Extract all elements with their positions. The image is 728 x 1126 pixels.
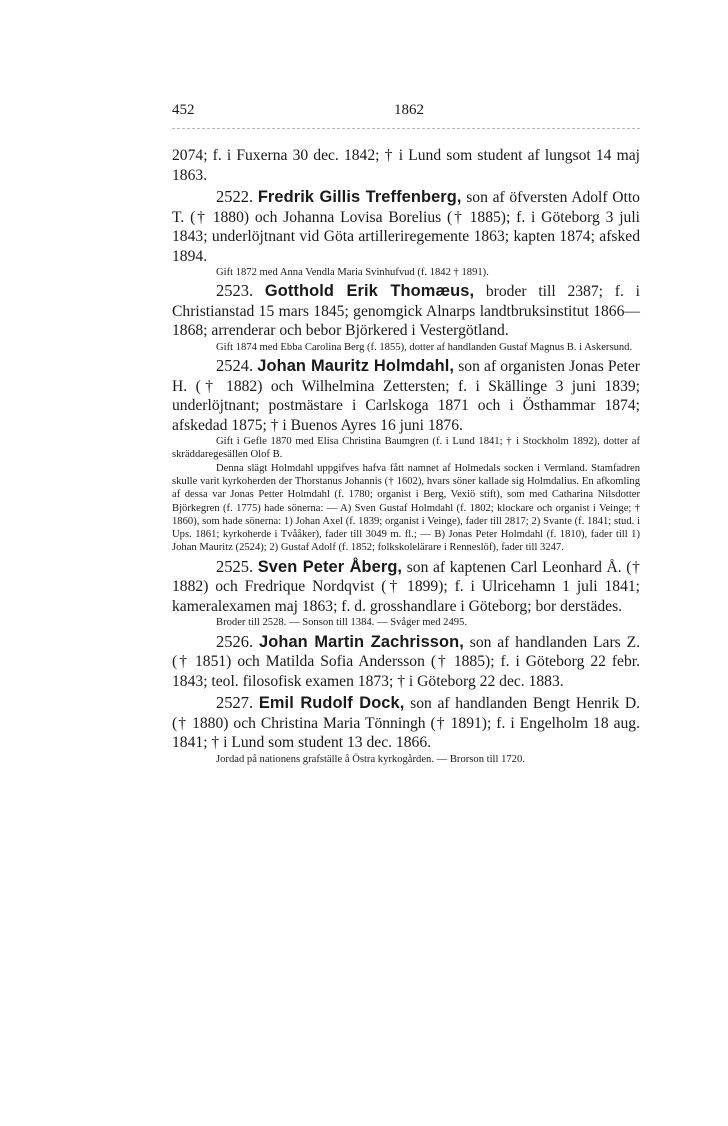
- entry-note: Gift i Gefle 1870 med Elisa Christina Baumgren (f. i Lund 1841; † i Stockholm 1892), dotter af skräddaregesällen Olof B.: [172, 436, 640, 461]
- entry-text: broder till 2387; f. i Christianstad 15 mars 1845; genomgick Alnarps landtbruksinstitut 1866—1868; arrenderar och bebor Björkered i Vestergötland.: [172, 283, 640, 340]
- page-content: [172, 146, 640, 766]
- header-rule: [172, 128, 640, 129]
- entry-note: Gift 1874 med Ebba Carolina Berg (f. 1855), dotter af handlanden Gustaf Magnus B. i Askersund.: [216, 341, 633, 353]
- entry-note: Broder till 2528. — Sonson till 1384. — Svåger med 2495.: [216, 617, 468, 629]
- entry-name: Fredrik Gillis Treffenberg,: [257, 188, 462, 206]
- intro-continuation: 2074; f. i Fuxerna 30 dec. 1842; † i Lund som student af lungsot 14 maj 1863.: [172, 147, 640, 184]
- entry-2527: [172, 693, 640, 753]
- entry-text: son af öfversten Adolf Otto T. († 1880) och Johanna Lovisa Borelius († 1885); f. i Göteborg 3 juli 1843; underlöjtnant vid Göta artilleriregemente 1863; kapten 1874; afsked 1894.: [172, 189, 640, 265]
- entry-text: son af handlanden Lars Z. († 1851) och Matilda Sofia Andersson († 1885); f. i Göteborg 22 febr. 1843; teol. filosofisk examen 1873; † i Göteborg 22 dec. 1883.: [172, 633, 640, 690]
- entry-name: Gotthold Erik Thomæus,: [264, 282, 475, 301]
- entry-2525: [172, 557, 640, 617]
- entry-number: 2525.: [216, 556, 254, 576]
- entry-number: 2524.: [216, 356, 254, 376]
- entry-2524: [172, 356, 640, 435]
- entry-text: son af handlanden Bengt Henrik D. († 1880) och Christina Maria Tönningh († 1891); f. i Engelholm 18 aug. 1841; † i Lund som student 13 dec. 1866.: [172, 695, 641, 752]
- entry-name: Sven Peter Åberg,: [257, 557, 403, 576]
- entry-2522: [172, 187, 640, 266]
- entry-number: 2526.: [216, 631, 254, 651]
- entry-2526: [172, 632, 640, 692]
- entry-name: Emil Rudolf Dock,: [258, 694, 405, 713]
- entry-number: 2523.: [216, 281, 254, 301]
- page-number: 452: [172, 102, 195, 118]
- entry-text: son af organisten Jonas Peter H. († 1882) och Wilhelmina Zettersten; f. i Skällinge 3 juni 1839; underlöjtnant; postmästare i Carlskoga 1871 och i Östhammar 1874; afskedad 1875; † i Buenos Ayres 16 juni 1876.: [172, 358, 640, 434]
- entry-note: Gift 1872 med Anna Vendla Maria Svinhufvud (f. 1842 † 1891).: [216, 267, 489, 278]
- entry-name: Johan Martin Zachrisson,: [259, 632, 464, 651]
- entry-name: Johan Mauritz Holmdahl,: [257, 357, 455, 376]
- entry-2523: [172, 281, 640, 341]
- entry-text: son af kaptenen Carl Leonhard Å. († 1882) och Fredrique Nordqvist († 1899); f. i Ulricehamn 1 juli 1841; kameralexamen maj 1863; f. d. grosshandlare i Göteborg; bor derstädes.: [172, 558, 640, 615]
- entry-number: 2527.: [216, 693, 254, 713]
- page-header: [172, 102, 640, 124]
- entry-note: Jordad på nationens grafställe å Östra kyrkogården. — Brorson till 1720.: [216, 753, 525, 765]
- entry-number: 2522.: [216, 187, 254, 206]
- running-year: 1862: [394, 102, 424, 118]
- entry-family-note: Denna slägt Holmdahl uppgifves hafva fått namnet af Holmedals socken i Vermland. Stamfadren skulle varit kyrkoherden der Thorstanus Johannis († 1602), hvars söner kallade sig Holmdalius. En afkomling af dessa var Jonas Petter Holmdahl (f. 1780; organist i Berg, Vexiö stift), som med Catharina Nilsdotter Björkegren (f. 1775) hade sönerna: — A) Sven Gustaf Holmdahl (f. 1802; klockare och organist i Veinge; † 1860), som hade sönerna: 1) Johan Axel (f. 1839; organist i Veinge), fader till 2817; 2) Svante (f. 1841; stud. i Ups. 1861; kyrkoherde i Tvååker), fader till 3049 m. fl.; — B) Jonas Peter Holmdahl (f. 1810), fader till 1) Johan Mauritz (2524); 2) Gustaf Adolf (f. 1852; folkskolelärare i Renneslöf), fader till 3247.: [172, 462, 640, 554]
